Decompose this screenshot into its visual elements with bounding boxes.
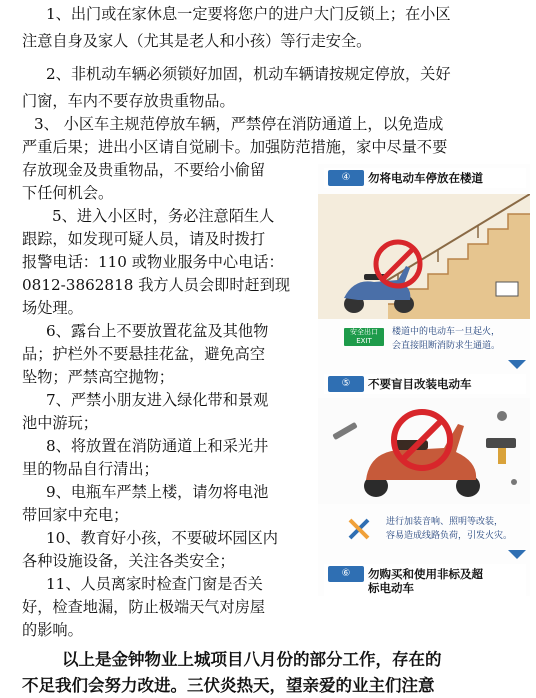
notice-line: 下任何机会。 [22, 184, 114, 202]
poster-number-badge: ④ [328, 170, 364, 186]
notice-line: 场处理。 [22, 299, 83, 317]
notice-line: 0812-3862818 我方人员会即时赶到现 [22, 276, 291, 294]
poster-note: 容易造成线路负荷，引发火灾。 [386, 531, 513, 541]
notice-line: 好，检查地漏，防止极端天气对房屋 [22, 598, 265, 616]
notice-line: 3、 小区车主规范停放车辆，严禁停在消防通道上，以免造成 [34, 115, 444, 133]
notice-line: 坠物；严禁高空抛物； [22, 368, 174, 386]
poster-header-title: 不要盲目改装电动车 [368, 377, 472, 391]
chevron-down-icon [508, 360, 526, 369]
notice-line: 注意自身及家人（尤其是老人和小孩）等行走安全。 [22, 32, 372, 50]
notice-line: 的影响。 [22, 621, 83, 639]
poster-header-title: 勿购买和使用非标及超 [368, 567, 483, 581]
exit-sign-icon: 安全出口 EXIT [344, 328, 384, 346]
notice-line: 5、进入小区时，务必注意陌生人 [52, 207, 275, 225]
notice-line: 存放现金及贵重物品，不要给小偷留 [22, 161, 265, 179]
poster-note: 进行加装音响、照明等改装， [386, 517, 504, 527]
notice-line: 1、出门或在家休息一定要将您户的进户大门反锁上；在小区 [46, 5, 451, 23]
notice-line: 6、露台上不要放置花盆及其他物 [46, 322, 269, 340]
notice-line: 10、教育好小孩，不要破坏园区内 [46, 529, 278, 547]
closing-line: 以上是金钟物业上城项目八月份的部分工作，存在的 [62, 650, 442, 669]
notice-line: 跟踪，如发现可疑人员，请及时拨打 [22, 230, 265, 248]
notice-line: 报警电话：110 或物业服务中心电话： [22, 253, 284, 271]
wrench-screwdriver-icon [346, 516, 372, 542]
closing-line: 不足我们会努力改进。三伏炎热天，望亲爱的业主们注意 [22, 676, 435, 695]
poster-note: 楼道中的电动车一旦起火， [392, 327, 501, 337]
notice-line: 门窗，车内不要存放贵重物品。 [22, 92, 235, 110]
notice-line: 严重后果；进出小区请自觉刷卡。加强防范措施，家中尽量不要 [22, 138, 448, 156]
poster-header-5 [324, 374, 526, 394]
poster-number-badge: ⑤ [328, 376, 364, 392]
poster-number-badge: ⑥ [328, 566, 364, 582]
notice-line: 各种设施设备，关注各类安全； [22, 552, 235, 570]
notice-line: 池中游玩； [22, 414, 98, 432]
poster-note: 会直接阻断消防求生通道。 [392, 341, 501, 351]
chevron-down-icon [508, 550, 526, 559]
notice-line: 11、人员离家时检查门窗是否关 [46, 575, 263, 593]
ebike-safety-poster [318, 164, 530, 596]
poster-header-4 [324, 168, 526, 188]
notice-line: 里的物品自行清出； [22, 460, 159, 478]
notice-line: 品；护栏外不要悬挂花盆，避免高空 [22, 345, 265, 363]
notice-line: 带回家中充电； [22, 506, 129, 524]
notice-line: 7、严禁小朋友进入绿化带和景观 [46, 391, 269, 409]
poster-header-6 [324, 564, 526, 596]
modification-illustration [318, 398, 530, 504]
stairs-illustration [318, 194, 530, 319]
notice-line: 8、将放置在消防通道上和采光井 [46, 437, 269, 455]
notice-line: 9、电瓶车严禁上楼，请勿将电池 [46, 483, 269, 501]
poster-header-title: 勿将电动车停放在楼道 [368, 171, 483, 185]
poster-header-title: 标电动车 [368, 581, 414, 595]
notice-line: 2、非机动车辆必须锁好加固，机动车辆请按规定停放，关好 [46, 65, 451, 83]
